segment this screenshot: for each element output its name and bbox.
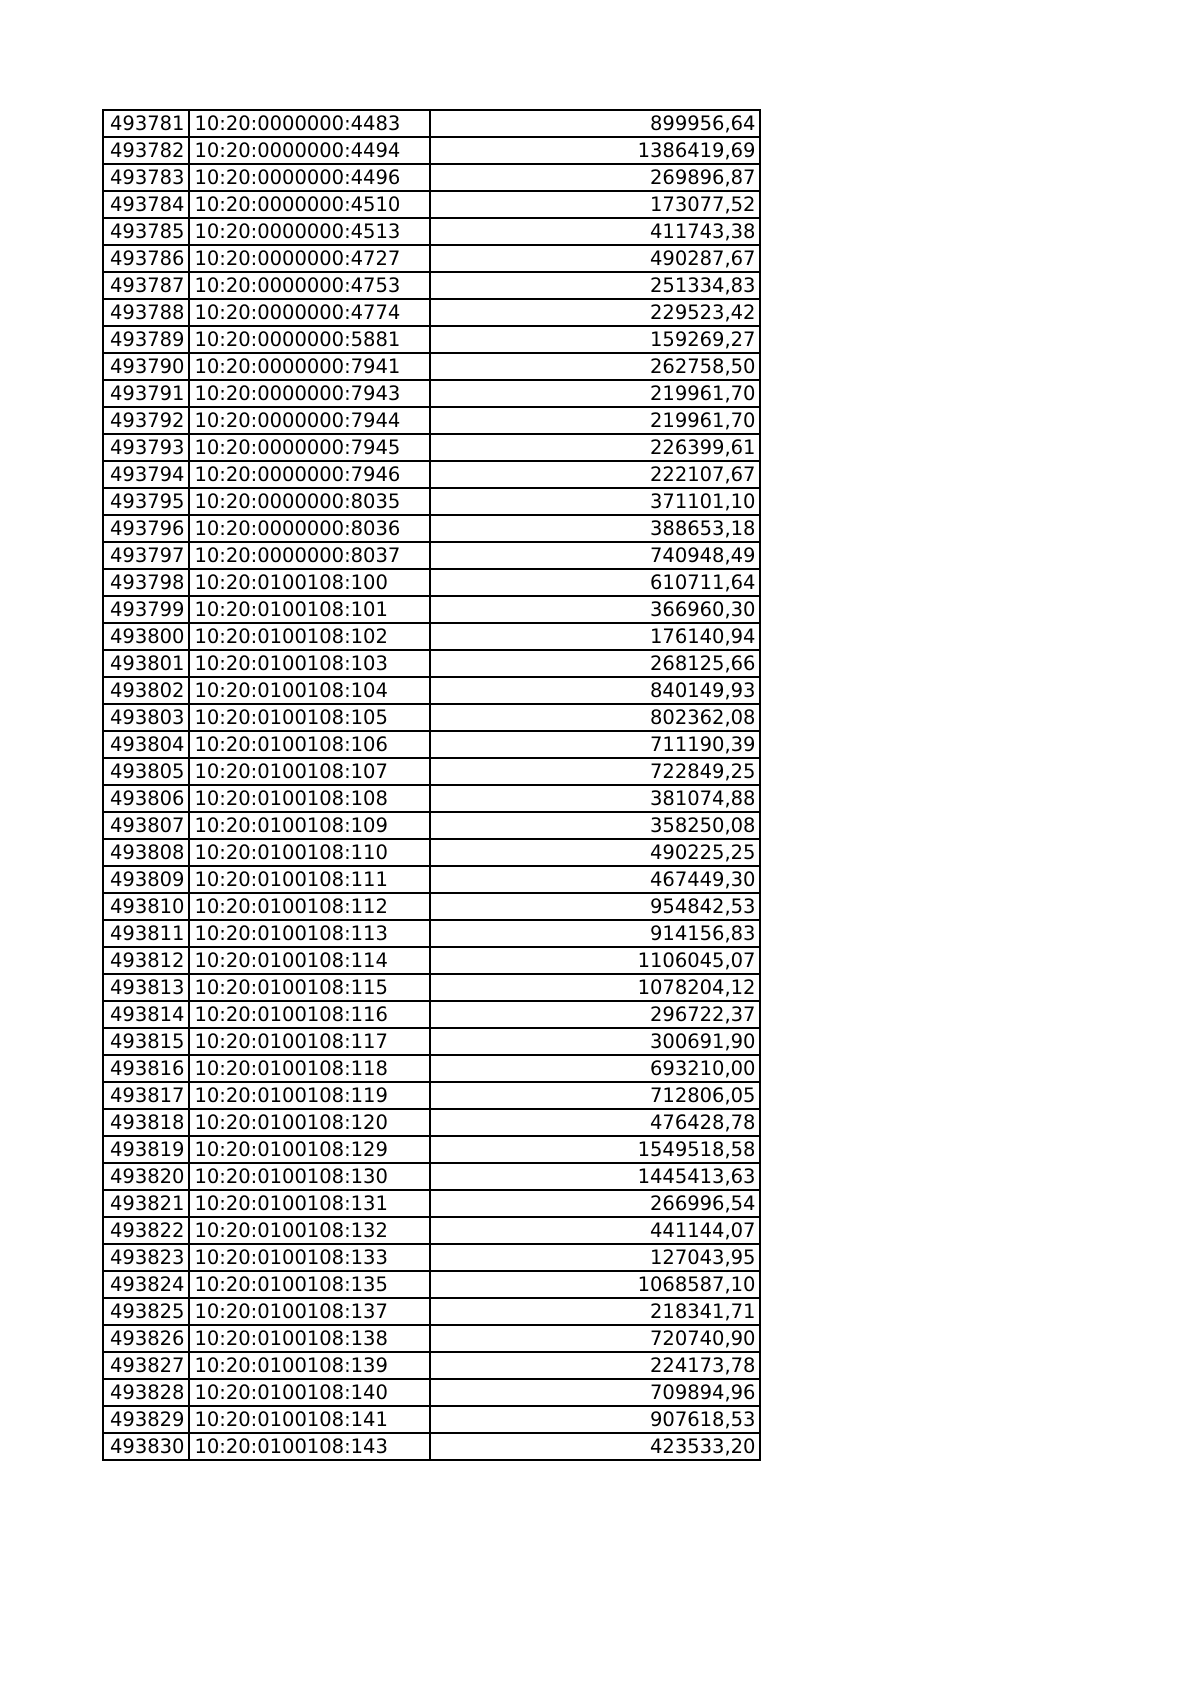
table-row <box>103 1055 760 1082</box>
table-row <box>103 785 760 812</box>
table-row <box>103 164 760 191</box>
value-cell: 296722,37 <box>430 1001 760 1028</box>
value-cell: 1549518,58 <box>430 1136 760 1163</box>
value-cell: 712806,05 <box>430 1082 760 1109</box>
row-number-cell: 493793 <box>103 434 189 461</box>
cadastral-number-cell: 10:20:0000000:8036 <box>189 515 430 542</box>
cadastral-number-cell: 10:20:0100108:102 <box>189 623 430 650</box>
cadastral-number-cell: 10:20:0100108:113 <box>189 920 430 947</box>
cadastral-number-cell: 10:20:0100108:109 <box>189 812 430 839</box>
cadastral-number-cell: 10:20:0100108:120 <box>189 1109 430 1136</box>
value-cell: 300691,90 <box>430 1028 760 1055</box>
cadastral-number-cell: 10:20:0000000:4494 <box>189 137 430 164</box>
row-number-cell: 493824 <box>103 1271 189 1298</box>
value-cell: 159269,27 <box>430 326 760 353</box>
table-row <box>103 596 760 623</box>
table-row <box>103 1001 760 1028</box>
table-row <box>103 542 760 569</box>
cadastral-number-cell: 10:20:0100108:110 <box>189 839 430 866</box>
cadastral-number-cell: 10:20:0100108:133 <box>189 1244 430 1271</box>
row-number-cell: 493805 <box>103 758 189 785</box>
table-row <box>103 1379 760 1406</box>
row-number-cell: 493806 <box>103 785 189 812</box>
cadastral-number-cell: 10:20:0100108:119 <box>189 1082 430 1109</box>
row-number-cell: 493803 <box>103 704 189 731</box>
table-row <box>103 1298 760 1325</box>
value-cell: 411743,38 <box>430 218 760 245</box>
row-number-cell: 493827 <box>103 1352 189 1379</box>
row-number-cell: 493820 <box>103 1163 189 1190</box>
cadastral-number-cell: 10:20:0100108:117 <box>189 1028 430 1055</box>
row-number-cell: 493813 <box>103 974 189 1001</box>
row-number-cell: 493810 <box>103 893 189 920</box>
row-number-cell: 493823 <box>103 1244 189 1271</box>
row-number-cell: 493815 <box>103 1028 189 1055</box>
value-cell: 476428,78 <box>430 1109 760 1136</box>
row-number-cell: 493821 <box>103 1190 189 1217</box>
table-row <box>103 1325 760 1352</box>
value-cell: 722849,25 <box>430 758 760 785</box>
table-row <box>103 1163 760 1190</box>
cadastral-number-cell: 10:20:0100108:141 <box>189 1406 430 1433</box>
table-row <box>103 623 760 650</box>
row-number-cell: 493812 <box>103 947 189 974</box>
cadastral-number-cell: 10:20:0100108:111 <box>189 866 430 893</box>
value-cell: 173077,52 <box>430 191 760 218</box>
table-row <box>103 1406 760 1433</box>
cadastral-number-cell: 10:20:0000000:4753 <box>189 272 430 299</box>
value-cell: 226399,61 <box>430 434 760 461</box>
value-cell: 954842,53 <box>430 893 760 920</box>
cadastral-number-cell: 10:20:0100108:100 <box>189 569 430 596</box>
table-row <box>103 218 760 245</box>
cadastral-number-cell: 10:20:0100108:101 <box>189 596 430 623</box>
cadastral-number-cell: 10:20:0100108:132 <box>189 1217 430 1244</box>
value-cell: 740948,49 <box>430 542 760 569</box>
cadastral-number-cell: 10:20:0100108:137 <box>189 1298 430 1325</box>
value-cell: 269896,87 <box>430 164 760 191</box>
table-row <box>103 434 760 461</box>
value-cell: 268125,66 <box>430 650 760 677</box>
row-number-cell: 493785 <box>103 218 189 245</box>
value-cell: 709894,96 <box>430 1379 760 1406</box>
value-cell: 1386419,69 <box>430 137 760 164</box>
row-number-cell: 493794 <box>103 461 189 488</box>
cadastral-number-cell: 10:20:0000000:7945 <box>189 434 430 461</box>
value-cell: 423533,20 <box>430 1433 760 1460</box>
cadastral-number-cell: 10:20:0000000:4774 <box>189 299 430 326</box>
cadastral-number-cell: 10:20:0100108:106 <box>189 731 430 758</box>
cadastral-number-cell: 10:20:0100108:108 <box>189 785 430 812</box>
cadastral-number-cell: 10:20:0100108:112 <box>189 893 430 920</box>
row-number-cell: 493829 <box>103 1406 189 1433</box>
table-row <box>103 1082 760 1109</box>
row-number-cell: 493811 <box>103 920 189 947</box>
table-row <box>103 1217 760 1244</box>
table-row <box>103 893 760 920</box>
cadastral-number-cell: 10:20:0100108:140 <box>189 1379 430 1406</box>
value-cell: 840149,93 <box>430 677 760 704</box>
value-cell: 693210,00 <box>430 1055 760 1082</box>
row-number-cell: 493830 <box>103 1433 189 1460</box>
row-number-cell: 493801 <box>103 650 189 677</box>
table-row <box>103 1028 760 1055</box>
value-cell: 224173,78 <box>430 1352 760 1379</box>
row-number-cell: 493782 <box>103 137 189 164</box>
value-cell: 262758,50 <box>430 353 760 380</box>
cadastral-number-cell: 10:20:0100108:105 <box>189 704 430 731</box>
value-cell: 490287,67 <box>430 245 760 272</box>
value-cell: 219961,70 <box>430 407 760 434</box>
value-cell: 441144,07 <box>430 1217 760 1244</box>
cadastral-number-cell: 10:20:0100108:118 <box>189 1055 430 1082</box>
table-row <box>103 704 760 731</box>
cadastral-number-cell: 10:20:0100108:135 <box>189 1271 430 1298</box>
row-number-cell: 493789 <box>103 326 189 353</box>
row-number-cell: 493781 <box>103 110 189 137</box>
table-row <box>103 1190 760 1217</box>
table-row <box>103 1271 760 1298</box>
cadastral-number-cell: 10:20:0100108:116 <box>189 1001 430 1028</box>
cadastral-number-cell: 10:20:0100108:103 <box>189 650 430 677</box>
cadastral-number-cell: 10:20:0000000:7943 <box>189 380 430 407</box>
cadastral-number-cell: 10:20:0000000:4483 <box>189 110 430 137</box>
row-number-cell: 493825 <box>103 1298 189 1325</box>
row-number-cell: 493814 <box>103 1001 189 1028</box>
table-row <box>103 974 760 1001</box>
table-row <box>103 947 760 974</box>
value-cell: 358250,08 <box>430 812 760 839</box>
value-cell: 388653,18 <box>430 515 760 542</box>
table-row <box>103 569 760 596</box>
value-cell: 371101,10 <box>430 488 760 515</box>
row-number-cell: 493783 <box>103 164 189 191</box>
row-number-cell: 493822 <box>103 1217 189 1244</box>
table-row <box>103 866 760 893</box>
value-cell: 176140,94 <box>430 623 760 650</box>
value-cell: 1078204,12 <box>430 974 760 1001</box>
cadastral-number-cell: 10:20:0000000:4496 <box>189 164 430 191</box>
row-number-cell: 493795 <box>103 488 189 515</box>
table-row <box>103 812 760 839</box>
value-cell: 711190,39 <box>430 731 760 758</box>
row-number-cell: 493796 <box>103 515 189 542</box>
table-row <box>103 191 760 218</box>
value-cell: 381074,88 <box>430 785 760 812</box>
value-cell: 266996,54 <box>430 1190 760 1217</box>
cadastral-number-cell: 10:20:0000000:7944 <box>189 407 430 434</box>
table-row <box>103 353 760 380</box>
value-cell: 127043,95 <box>430 1244 760 1271</box>
table-row <box>103 1433 760 1460</box>
table-row <box>103 839 760 866</box>
value-cell: 907618,53 <box>430 1406 760 1433</box>
value-cell: 802362,08 <box>430 704 760 731</box>
table-row <box>103 920 760 947</box>
value-cell: 610711,64 <box>430 569 760 596</box>
row-number-cell: 493800 <box>103 623 189 650</box>
row-number-cell: 493790 <box>103 353 189 380</box>
row-number-cell: 493808 <box>103 839 189 866</box>
row-number-cell: 493792 <box>103 407 189 434</box>
cadastral-number-cell: 10:20:0100108:130 <box>189 1163 430 1190</box>
value-cell: 218341,71 <box>430 1298 760 1325</box>
value-cell: 219961,70 <box>430 380 760 407</box>
table-row <box>103 488 760 515</box>
table-row <box>103 380 760 407</box>
table-row <box>103 650 760 677</box>
value-cell: 366960,30 <box>430 596 760 623</box>
row-number-cell: 493804 <box>103 731 189 758</box>
row-number-cell: 493819 <box>103 1136 189 1163</box>
table-row <box>103 1136 760 1163</box>
row-number-cell: 493807 <box>103 812 189 839</box>
table-row <box>103 461 760 488</box>
row-number-cell: 493799 <box>103 596 189 623</box>
table-body <box>103 110 760 1460</box>
table-row <box>103 1244 760 1271</box>
cadastral-number-cell: 10:20:0000000:4513 <box>189 218 430 245</box>
cadastral-number-cell: 10:20:0100108:138 <box>189 1325 430 1352</box>
table-row <box>103 515 760 542</box>
table-row <box>103 1109 760 1136</box>
cadastral-number-cell: 10:20:0000000:8035 <box>189 488 430 515</box>
table-row <box>103 758 760 785</box>
row-number-cell: 493788 <box>103 299 189 326</box>
cadastral-number-cell: 10:20:0100108:129 <box>189 1136 430 1163</box>
cadastral-number-cell: 10:20:0000000:4510 <box>189 191 430 218</box>
value-cell: 467449,30 <box>430 866 760 893</box>
row-number-cell: 493798 <box>103 569 189 596</box>
cadastral-number-cell: 10:20:0100108:131 <box>189 1190 430 1217</box>
cadastral-number-cell: 10:20:0100108:107 <box>189 758 430 785</box>
cadastral-number-cell: 10:20:0100108:114 <box>189 947 430 974</box>
row-number-cell: 493784 <box>103 191 189 218</box>
row-number-cell: 493787 <box>103 272 189 299</box>
row-number-cell: 493826 <box>103 1325 189 1352</box>
table-row <box>103 110 760 137</box>
row-number-cell: 493816 <box>103 1055 189 1082</box>
table-row <box>103 407 760 434</box>
value-cell: 1068587,10 <box>430 1271 760 1298</box>
table-row <box>103 137 760 164</box>
cadastral-number-cell: 10:20:0000000:5881 <box>189 326 430 353</box>
table-row <box>103 677 760 704</box>
value-cell: 720740,90 <box>430 1325 760 1352</box>
cadastral-number-cell: 10:20:0000000:8037 <box>189 542 430 569</box>
table-row <box>103 1352 760 1379</box>
value-cell: 1445413,63 <box>430 1163 760 1190</box>
table-row <box>103 326 760 353</box>
row-number-cell: 493817 <box>103 1082 189 1109</box>
value-cell: 222107,67 <box>430 461 760 488</box>
row-number-cell: 493818 <box>103 1109 189 1136</box>
row-number-cell: 493828 <box>103 1379 189 1406</box>
cadastral-number-cell: 10:20:0100108:104 <box>189 677 430 704</box>
value-cell: 914156,83 <box>430 920 760 947</box>
cadastral-number-cell: 10:20:0000000:7941 <box>189 353 430 380</box>
table-row <box>103 272 760 299</box>
row-number-cell: 493797 <box>103 542 189 569</box>
table-row <box>103 245 760 272</box>
value-cell: 490225,25 <box>430 839 760 866</box>
value-cell: 899956,64 <box>430 110 760 137</box>
row-number-cell: 493809 <box>103 866 189 893</box>
data-table <box>102 109 761 1461</box>
table-row <box>103 299 760 326</box>
cadastral-number-cell: 10:20:0000000:7946 <box>189 461 430 488</box>
cadastral-number-cell: 10:20:0100108:143 <box>189 1433 430 1460</box>
value-cell: 251334,83 <box>430 272 760 299</box>
row-number-cell: 493802 <box>103 677 189 704</box>
cadastral-number-cell: 10:20:0100108:115 <box>189 974 430 1001</box>
cadastral-number-cell: 10:20:0000000:4727 <box>189 245 430 272</box>
table-row <box>103 731 760 758</box>
cadastral-number-cell: 10:20:0100108:139 <box>189 1352 430 1379</box>
row-number-cell: 493791 <box>103 380 189 407</box>
value-cell: 229523,42 <box>430 299 760 326</box>
value-cell: 1106045,07 <box>430 947 760 974</box>
row-number-cell: 493786 <box>103 245 189 272</box>
